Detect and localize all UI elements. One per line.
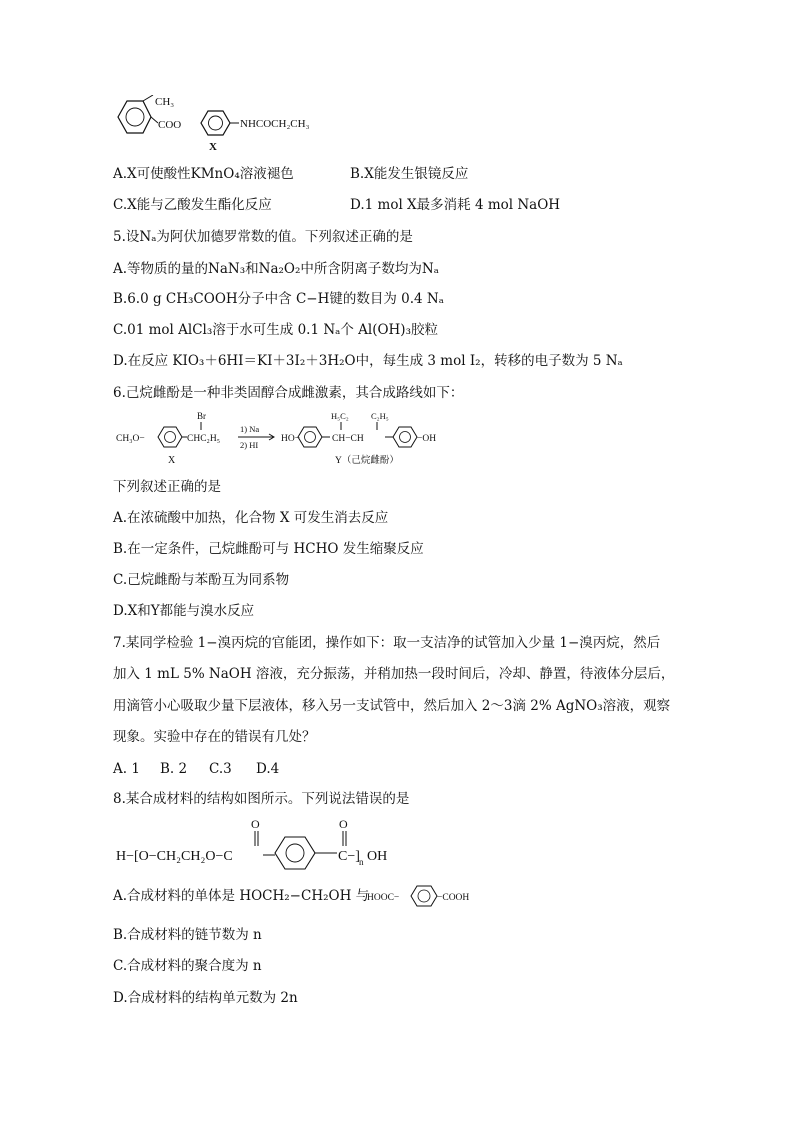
x-label: X	[209, 141, 217, 153]
carbonyl-o1-label: O	[251, 817, 260, 831]
ch3-label: CH₃	[155, 96, 175, 108]
q7-option-d: D.4	[256, 761, 280, 777]
q6-option-b: B.在一定条件，己烷雌酚可与 HCHO 发生缩聚反应	[113, 541, 424, 557]
q4-option-a: A.X可使酸性KMnO₄溶液褪色	[113, 166, 294, 182]
h5c2-label: H₅C₂	[331, 411, 349, 421]
q6-lead: 下列叙述正确的是	[113, 479, 221, 495]
ch3o-label: CH₃O−	[116, 434, 145, 444]
c2h5-label: C₂H₅	[371, 411, 389, 421]
polymer-oh-label: OH	[367, 849, 388, 864]
q5-option-b: B.6.0 g CH₃COOH分子中含 C−H键的数目为 0.4 Nₐ	[113, 291, 444, 307]
x-label-q6: X	[168, 455, 176, 466]
q8-stem: 8.某合成材料的结构如图所示。下列说法错误的是	[113, 791, 410, 807]
coo-label: COO	[158, 119, 182, 131]
nhcoch2ch3-label: NHCOCH₂CH₃	[240, 118, 310, 130]
q6-stem: 6.己烷雌酚是一种非类固醇合成雌激素，其合成路线如下：	[113, 385, 464, 401]
q8-option-c: C.合成材料的聚合度为 n	[113, 958, 262, 974]
oh-label: −OH	[417, 434, 437, 444]
polymer-n-label: n	[359, 857, 364, 867]
q7-option-a: A. 1	[113, 761, 140, 777]
synthesis-scheme-q6	[113, 408, 473, 470]
cooh-label: −COOH	[437, 893, 470, 903]
q8-option-a	[113, 887, 369, 905]
step2-label: 2) HI	[240, 440, 259, 450]
q4-option-b: B.X能发生银镜反应	[350, 166, 469, 182]
q7-line-2: 加入 1 mL 5% NaOH 溶液，充分振荡，并稍加热一段时间后，冷却、静置，待液体分层后，	[113, 666, 675, 682]
q7-line-4: 现象。实验中存在的错误有几处？	[113, 729, 316, 745]
polymer-left-label: H−[O−CH₂CH₂O−C	[116, 849, 233, 864]
q6-option-d: D.X和Y都能与溴水反应	[113, 603, 255, 619]
q5-stem: 5.设Nₐ为阿伏加德罗常数的值。下列叙述正确的是	[113, 229, 413, 245]
q4-option-c: C.X能与乙酸发生酯化反应	[113, 197, 272, 213]
q5-option-a: A.等物质的量的NaN₃和Na₂O₂中所含阴离子数均为Nₐ	[113, 261, 439, 277]
q8-option-d: D.合成材料的结构单元数为 2n	[113, 990, 298, 1006]
q4-option-d: D.1 mol X最多消耗 4 mol NaOH	[350, 197, 561, 213]
y-label-q6: Y（己烷雌酚）	[335, 456, 399, 466]
q7-option-c: C.3	[209, 761, 232, 777]
chc2h5-label: CHC₂H₅	[187, 434, 221, 444]
structure-x-q4	[113, 95, 333, 155]
br-label: Br	[197, 411, 206, 421]
q8-option-b: B.合成材料的链节数为 n	[113, 927, 262, 943]
polymer-right-label: C−]	[338, 849, 360, 864]
ho-label: HO−	[281, 434, 301, 444]
q5-option-c: C.01 mol AlCl₃溶于水可生成 0.1 Nₐ个 Al(OH)₃胶粒	[113, 322, 438, 338]
q7-line-1: 7.某同学检验 1−溴丙烷的官能团，操作如下：取一支洁净的试管加入少量 1−溴丙烷，然后	[113, 635, 661, 651]
ch-ch-label: CH−CH	[332, 434, 364, 444]
terephthalic-acid-structure	[365, 882, 505, 910]
hooc-label: HOOC−	[367, 893, 400, 903]
step1-label: 1) Na	[240, 424, 260, 434]
q7-option-b: B. 2	[160, 761, 188, 777]
carbonyl-o2-label: O	[339, 817, 348, 831]
q6-option-c: C.己烷雌酚与苯酚互为同系物	[113, 572, 290, 588]
q5-option-d: D.在反应 KIO₃＋6HI＝KI＋3I₂＋3H₂O中，每生成 3 mol I₂，转移的电子数为 5 Nₐ	[113, 353, 623, 369]
q8-option-a-text: A.合成材料的单体是 HOCH₂−CH₂OH 与	[113, 888, 370, 904]
q7-line-3: 用滴管小心吸取少量下层液体，移入另一支试管中，然后加入 2～3滴 2% AgNO₃溶液，观察	[113, 698, 671, 714]
q6-option-a: A.在浓硫酸中加热，化合物 X 可发生消去反应	[113, 510, 389, 526]
polymer-structure-q8	[113, 815, 413, 870]
